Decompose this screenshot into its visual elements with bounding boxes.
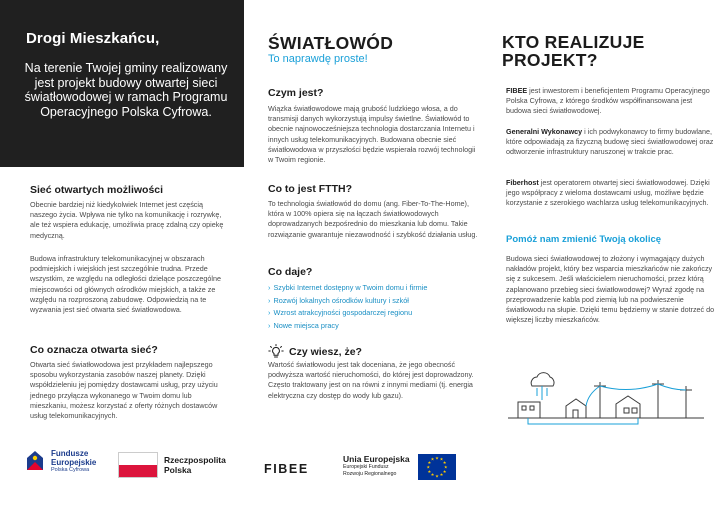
benefits-heading: Co daje? — [268, 266, 313, 278]
fiberhost-paragraph: Fiberhost jest operatorem otwartej sieci światłowodowej. Dzięki jego współpracy z wieloma dostawcami usług, możliwe będzie korzystanie z szerokiego wachlarza usług telekomunikacyjnych. — [506, 178, 710, 208]
svg-text:★: ★ — [442, 468, 447, 474]
svg-text:★: ★ — [427, 459, 431, 465]
fe-line-1: Fundusze — [51, 449, 89, 458]
what-is-heading: Czym jest? — [268, 87, 324, 99]
fundusze-europejskie-emblem-icon — [24, 448, 46, 474]
list-item: › Rozwój lokalnych ośrodków kultury i szkół — [268, 295, 409, 305]
ue-line-2: Europejski Fundusz — [343, 464, 389, 470]
svg-text:★: ★ — [427, 468, 431, 474]
list-item: › Szybki Internet dostępny w Twoim domu i firmie — [268, 283, 428, 292]
list-item: › Nowe miejsca pracy — [268, 320, 339, 330]
svg-text:★: ★ — [439, 472, 443, 478]
who-title — [502, 33, 702, 69]
ftth-paragraph: To technologia światłowód do domu (ang. Fiber-To-The-Home), która w 100% opiera się na łączach światłowodowych doprowadzanych bezpośrednio do mieszkania lub domu. Takie rozwiązanie gwarantuje niezawodność i szybkość działania usług. — [268, 199, 478, 239]
help-paragraph: Budowa sieci światłowodowej to złożony i wymagający dużych nakładów projekt, który bez wsparcia mieszkańców nie zakończy się z sukcesem. Jeśli właścicielem nieruchomości, przez którą zaplanowano przebieg sieci światłowodowej? Wyraź zgodę na przeprowadzenie kabla pod ziemią lub na podwieszenie światłowodu na słupie. Dzięki temu będziemy w stanie dotrzeć do większej liczby mieszkańców. — [506, 254, 715, 325]
who-title-line-2: PROJEKT? — [502, 50, 598, 70]
open-network-heading: Sieć otwartych możliwości — [30, 184, 164, 196]
fe-line-2: Europejskie — [51, 458, 97, 467]
fiber-network-illustration — [508, 366, 704, 428]
what-is-paragraph: Wiązka światłowodowe mają grubość ludzkiego włosa, a do transmisji danych wykorzystują impulsy świetlne. Światłowód to obecnie najnowocześniejsza technologia dostarczania Internetu i innych usług telekomunikacyjnych. Budowana obecnie sieć światłowodowa w przyszłości będzie wspierała rozwój technologii w Twoim regionie. — [268, 104, 476, 165]
did-you-know-heading: Czy wiesz, że? — [289, 346, 362, 358]
svg-text:★: ★ — [434, 473, 439, 479]
svg-text:★: ★ — [439, 456, 443, 462]
did-you-know-paragraph: Wartość światłowodu jest tak doceniana, że jego obecność podwyższa wartość nieruchomości, do której jest doprowadzony. Często traktowany jest on na równi z innymi mediami (tj. energia elektryczna czy dostęp do wody lub gazu). — [268, 360, 474, 400]
chevron-right-icon: › — [268, 283, 271, 292]
chevron-right-icon: › — [268, 295, 271, 305]
footer-logos — [0, 448, 720, 493]
greeting-heading: Drogi Mieszkańcu, — [26, 30, 160, 47]
open-network-meaning-heading: Co oznacza otwarta sieć? — [30, 344, 158, 356]
open-network-paragraph-1: Obecnie bardziej niż kiedykolwiek Internet jest częścią naszego życia. Wpływa nie tylko na komunikację i rozrywkę, ale też wspiera edukację, umożliwia pracę zdalną czy opiekę medyczną. — [30, 200, 224, 240]
eu-fund-logo — [343, 454, 456, 480]
ue-line-3: Rozwoju Regionalnego — [343, 470, 397, 477]
lightbulb-icon — [268, 344, 284, 360]
svg-text:★: ★ — [443, 464, 448, 470]
fiber-subtitle: To naprawdę proste! — [268, 53, 368, 65]
benefits-list — [268, 282, 427, 332]
poland-flag-icon — [118, 452, 158, 478]
intro-text: Na terenie Twojej gminy realizowany jest projekt budowy otwartej sieci światłowodowej w ramach Programu Operacyjnego Polska Cyfrowa. — [24, 61, 228, 119]
help-heading: Pomóż nam zmienić Twoją okolicę — [506, 234, 662, 245]
svg-text:★: ★ — [430, 456, 434, 462]
open-network-paragraph-2: Budowa infrastruktury telekomunikacyjnej w obszarach podmiejskich i wiejskich jest szczególnie trudna. Przede wszystkim, ze względu na odległości dzielące poszczególne miejscowości od głównych ośrodków miejskich, a także ze względu na rozproszoną zabudowę. Odpowiedzią na te wyzwania jest sieć otwarta sieć światłowodowa. — [30, 254, 221, 315]
fundusze-europejskie-logo — [24, 448, 96, 474]
rp-line-2: Polska — [164, 465, 192, 475]
chevron-right-icon: › — [268, 320, 271, 330]
svg-text:★: ★ — [442, 459, 447, 465]
did-you-know-header — [268, 344, 362, 360]
rp-line-1: Rzeczpospolita — [164, 455, 226, 465]
list-item: › Wzrost atrakcyjności gospodarczej regionu — [268, 308, 413, 318]
contractors-paragraph: Generalni Wykonawcy i ich podwykonawcy to firmy budowlane, które odpowiadają za fizyczną budowę sieci światłowodowej oraz odtworzenie infrastruktury naruszonej w trakcie prac. — [506, 127, 714, 157]
rzeczpospolita-polska-logo — [118, 452, 226, 478]
fiber-title: ŚWIATŁOWÓD — [268, 33, 394, 53]
open-network-meaning-paragraph: Otwarta sieć światłowodowa jest przykładem najlepszego sposobu wykorzystania zasobów naszej planety. Dzięki współdzieleniu jej pomiędzy dostawcami usług, przy użyciu jednego przyłącza wykonanego w Twoim domu lub mieszkaniu, możesz korzystać z oferty różnych dostawców usług telekomunikacyjnych. — [30, 360, 218, 421]
svg-text:★: ★ — [434, 455, 439, 461]
svg-text:★: ★ — [425, 464, 430, 470]
svg-text:★: ★ — [430, 472, 434, 478]
who-title-line-1: KTO REALIZUJE — [502, 32, 645, 52]
ue-line-1: Unia Europejska — [343, 454, 410, 464]
fibee-paragraph: FIBEE jest inwestorem i beneficjentem Programu Operacyjnego Polska Cyfrowa, z którego środków współfinansowana jest budowa sieci światłowodowej. — [506, 86, 710, 116]
ftth-heading: Co to jest FTTH? — [268, 183, 352, 195]
eu-flag-icon — [418, 454, 456, 480]
fibee-logo: FIBEE — [264, 462, 309, 476]
chevron-right-icon: › — [268, 308, 271, 318]
intro-banner — [0, 0, 244, 167]
fe-line-3: Polska Cyfrowa — [51, 467, 90, 473]
